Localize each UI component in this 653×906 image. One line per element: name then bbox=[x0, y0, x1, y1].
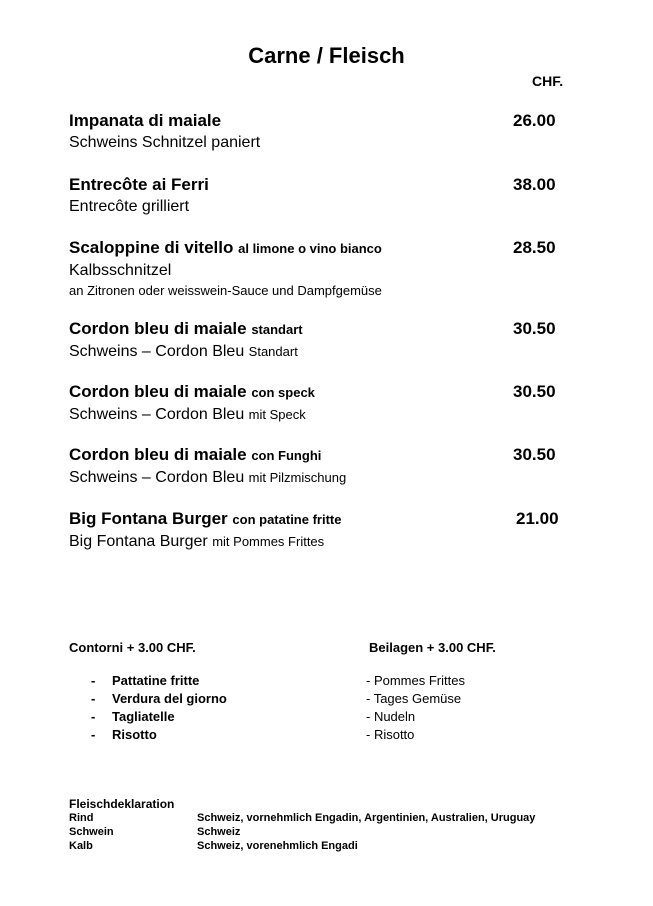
list-item: - Risotto bbox=[366, 727, 415, 742]
item-price: 26.00 bbox=[513, 111, 556, 130]
declaration-row: Kalb Schweiz, vorenehmlich Engadi bbox=[69, 840, 358, 852]
item-name: Scaloppine di vitello al limone o vino bianco bbox=[69, 238, 382, 257]
item-translation: Entrecôte grilliert bbox=[69, 198, 190, 215]
currency-label: CHF. bbox=[532, 73, 564, 89]
declaration-row: Rind Schweiz, vornehmlich Engadin, Argentinien, Australien, Uruguay bbox=[69, 812, 536, 824]
item-price: 38.00 bbox=[513, 175, 556, 194]
item-qualifier: standart bbox=[251, 322, 303, 337]
contorni-list bbox=[91, 672, 227, 744]
item-translation: Schweins – Cordon Bleu mit Pilzmischung bbox=[69, 469, 347, 486]
menu-item bbox=[69, 318, 589, 363]
menu-item bbox=[69, 381, 589, 426]
list-item: - Pattatine fritte bbox=[91, 673, 200, 688]
item-qualifier: con speck bbox=[251, 385, 315, 400]
item-translation: Schweins – Cordon Bleu Standart bbox=[69, 343, 298, 360]
list-item: - Risotto bbox=[91, 727, 157, 742]
item-price: 30.50 bbox=[513, 445, 556, 464]
menu-item bbox=[69, 110, 589, 154]
menu-item bbox=[69, 444, 589, 489]
beilagen-heading: Beilagen + 3.00 CHF. bbox=[369, 640, 496, 655]
item-translation: Schweins Schnitzel paniert bbox=[69, 134, 261, 151]
menu-item bbox=[69, 174, 589, 218]
beilagen-list bbox=[366, 672, 465, 744]
item-name: Cordon bleu di maiale con Funghi bbox=[69, 445, 322, 464]
menu-item bbox=[69, 237, 589, 300]
list-item: - Nudeln bbox=[366, 709, 416, 724]
item-name: Entrecôte ai Ferri bbox=[69, 175, 209, 194]
item-name: Cordon bleu di maiale standart bbox=[69, 319, 303, 338]
item-qualifier: al limone o vino bianco bbox=[238, 241, 382, 256]
declaration-row: Schwein Schweiz bbox=[69, 826, 241, 838]
item-price: 28.50 bbox=[513, 238, 556, 257]
page-title: Carne / Fleisch bbox=[248, 43, 405, 68]
item-translation: Kalbsschnitzel bbox=[69, 262, 172, 279]
list-item: - Tagliatelle bbox=[91, 709, 175, 724]
item-price: 30.50 bbox=[513, 319, 556, 338]
menu-item bbox=[69, 508, 589, 553]
item-qualifier: con Funghi bbox=[251, 448, 322, 463]
item-qualifier: con patatine fritte bbox=[232, 512, 342, 527]
list-item: - Pommes Frittes bbox=[366, 673, 465, 688]
contorni-heading: Contorni + 3.00 CHF. bbox=[69, 640, 196, 655]
item-name: Impanata di maiale bbox=[69, 111, 222, 130]
item-name: Cordon bleu di maiale con speck bbox=[69, 382, 315, 401]
item-name: Big Fontana Burger con patatine fritte bbox=[69, 509, 342, 528]
declaration-title: Fleischdeklaration bbox=[69, 797, 175, 811]
item-translation: Big Fontana Burger mit Pommes Frittes bbox=[69, 533, 325, 550]
item-translation: Schweins – Cordon Bleu mit Speck bbox=[69, 406, 306, 423]
list-item: - Verdura del giorno bbox=[91, 691, 227, 706]
list-item: - Tages Gemüse bbox=[366, 691, 462, 706]
item-price: 21.00 bbox=[516, 509, 559, 528]
item-detail: an Zitronen oder weisswein-Sauce und Dampfgemüse bbox=[69, 283, 382, 298]
item-price: 30.50 bbox=[513, 382, 556, 401]
